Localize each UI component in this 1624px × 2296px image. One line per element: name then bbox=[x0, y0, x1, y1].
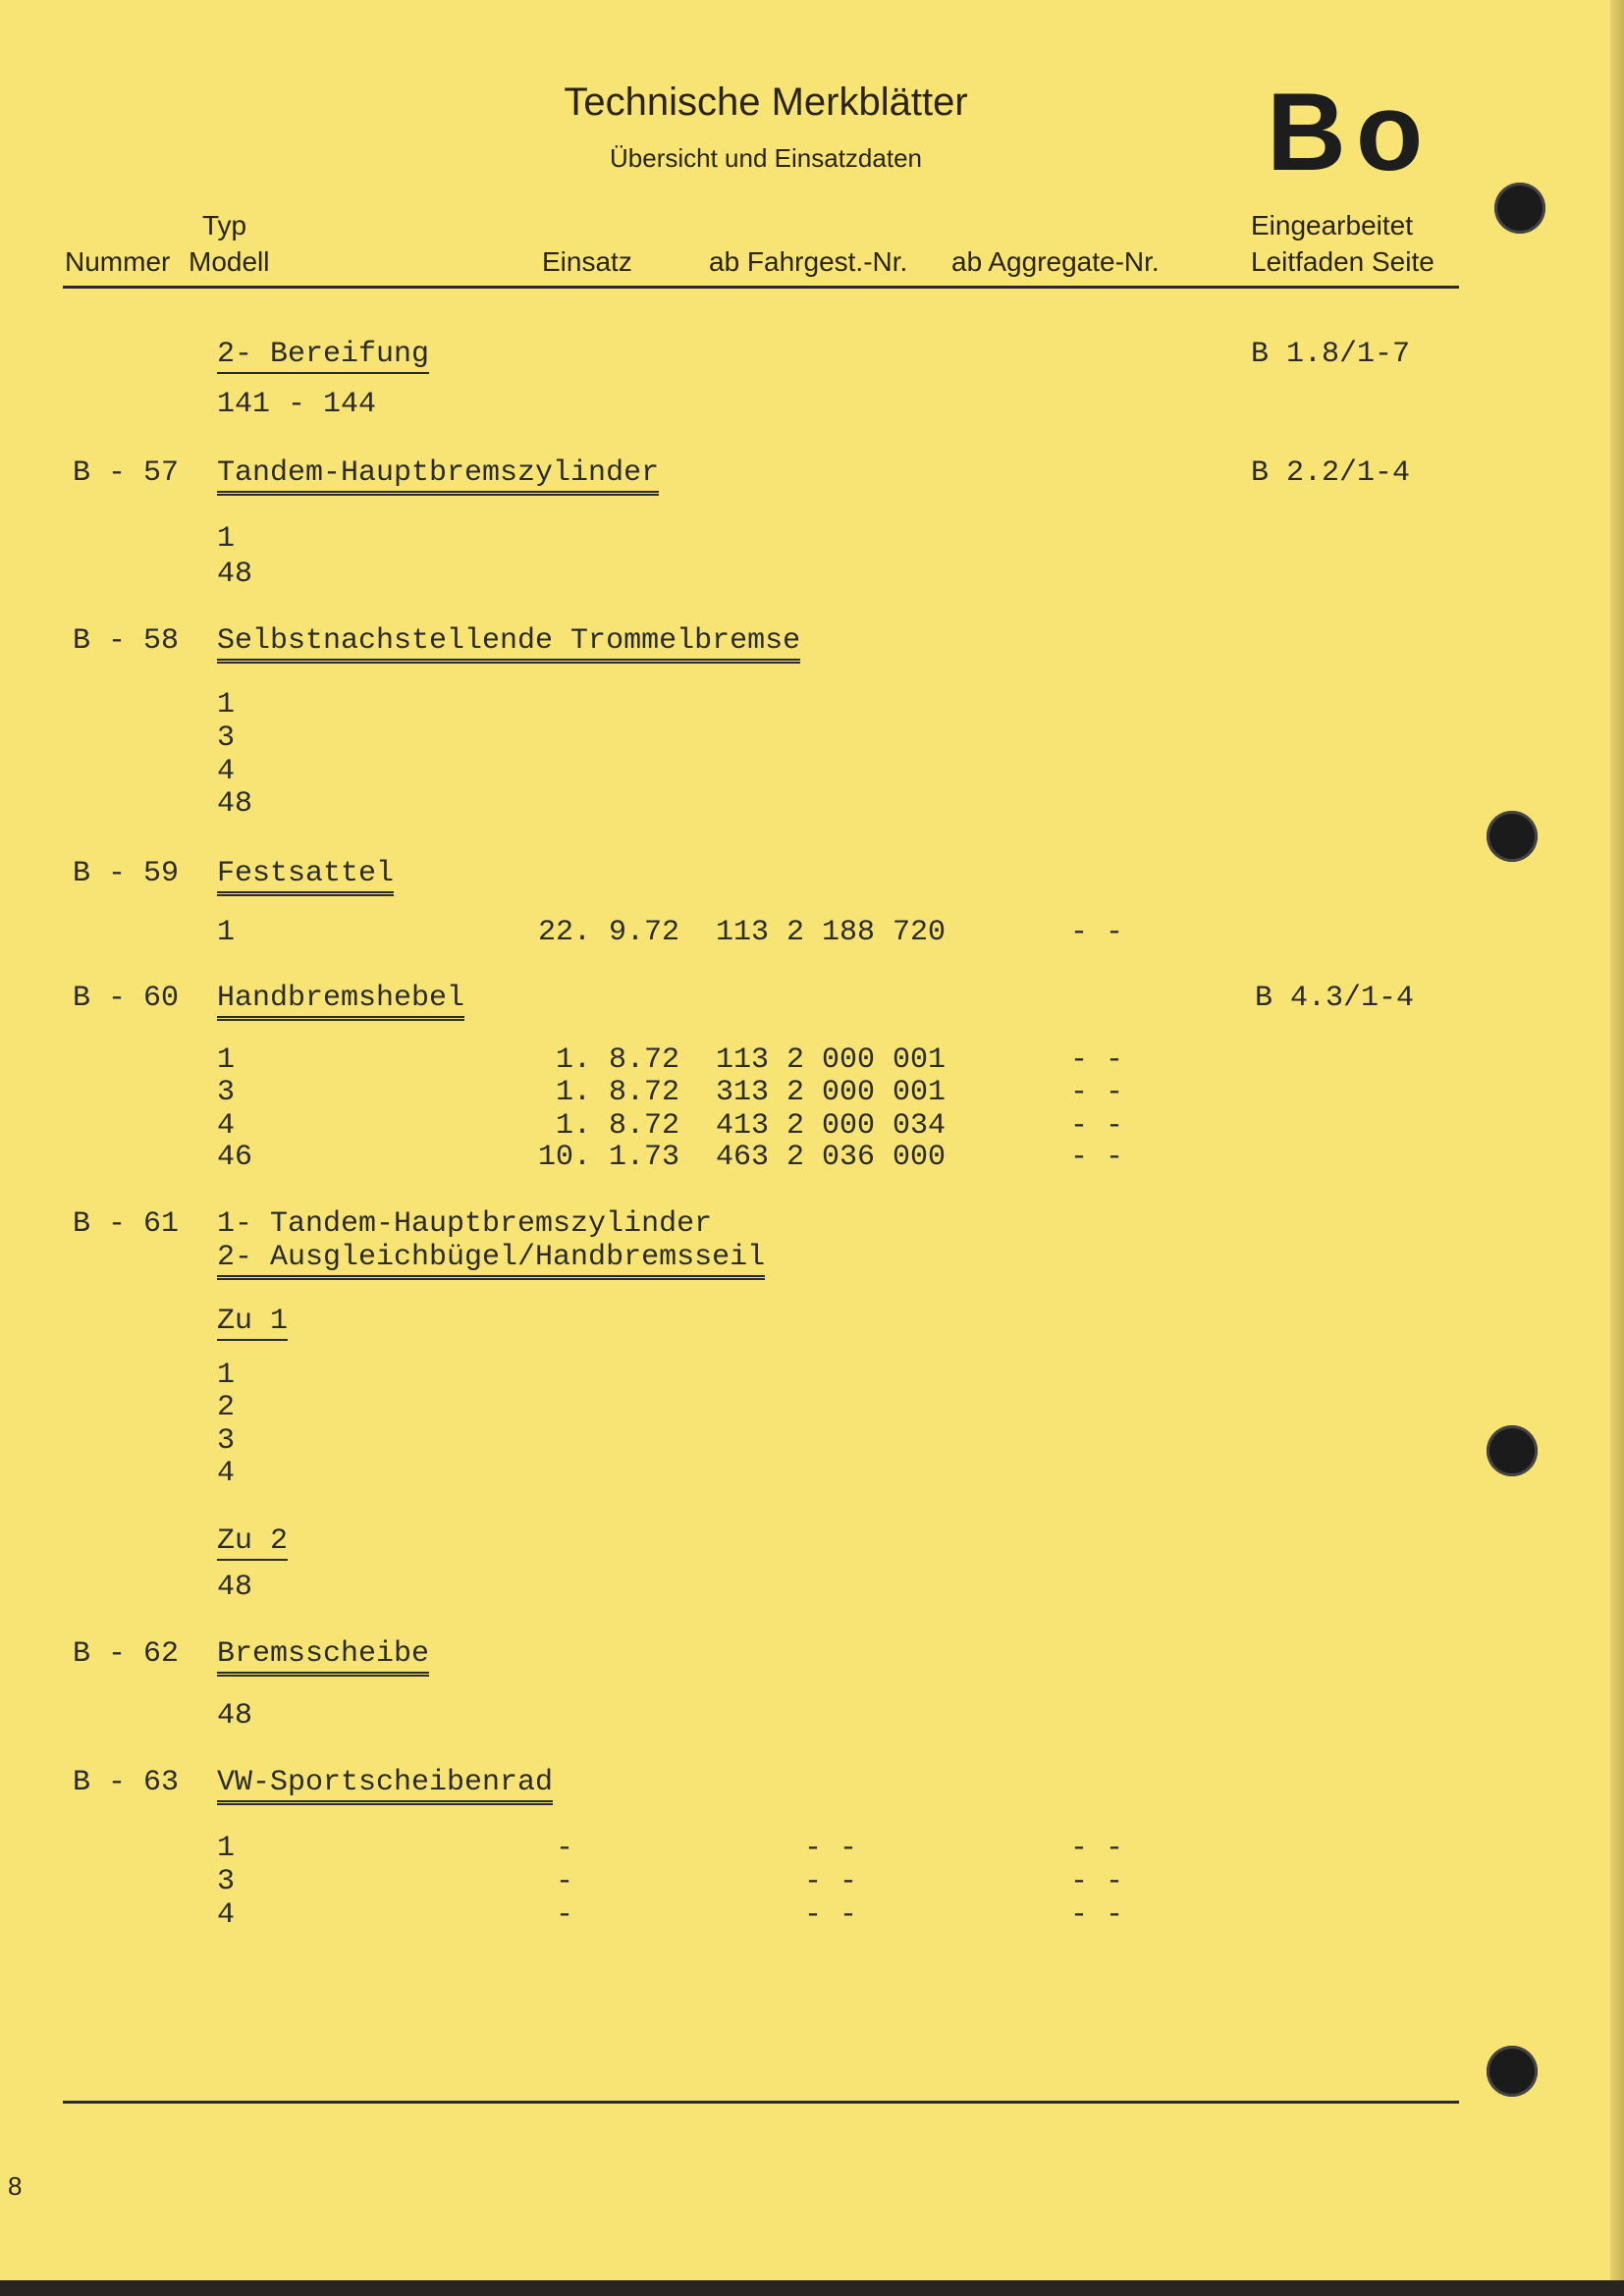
entry-title-line-1: 1- Tandem-Hauptbremszylinder bbox=[217, 1207, 713, 1241]
type-value: 48 bbox=[217, 558, 253, 591]
page-number: 8 bbox=[8, 2171, 23, 2201]
column-header-leitfaden: Leitfaden Seite bbox=[1251, 246, 1435, 277]
entry-title: Handbremshebel bbox=[217, 982, 464, 1015]
type-list: 141 - 144 bbox=[217, 388, 377, 421]
table-row-fahrgest: 413 2 000 034 bbox=[716, 1109, 947, 1143]
table-row-aggregate: - - bbox=[1070, 1043, 1124, 1077]
footer-rule bbox=[63, 2101, 1459, 2104]
entry-title: Tandem-Hauptbremszylinder bbox=[217, 456, 659, 490]
entry-title: 2- Bereifung bbox=[217, 338, 429, 371]
table-row-typ: 4 bbox=[217, 1898, 236, 1932]
table-row-aggregate: - - bbox=[1070, 1865, 1124, 1898]
table-row-einsatz: - bbox=[556, 1832, 574, 1865]
header-rule bbox=[63, 286, 1459, 289]
entry-title: Festsattel bbox=[217, 857, 394, 890]
entry-title: VW-Sportscheibenrad bbox=[217, 1766, 553, 1799]
section-code: Bo bbox=[1267, 71, 1434, 193]
table-row-fahrgest: 113 2 000 001 bbox=[716, 1043, 947, 1077]
punch-hole-4 bbox=[1487, 2046, 1538, 2097]
table-row-typ: 46 bbox=[217, 1141, 253, 1174]
table-row-aggregate: - - bbox=[1070, 1832, 1124, 1865]
punch-hole-1 bbox=[1494, 183, 1545, 234]
table-row-typ: 4 bbox=[217, 1109, 236, 1143]
table-row-einsatz: 1. 8.72 bbox=[556, 1076, 680, 1109]
page-edge-shadow bbox=[1610, 0, 1624, 2296]
entry-number: B - 57 bbox=[73, 456, 180, 490]
entry-title-line-2: 2- Ausgleichbügel/Handbremsseil bbox=[217, 1241, 765, 1274]
type-value: 48 bbox=[217, 1699, 253, 1733]
entry-number: B - 60 bbox=[73, 982, 180, 1015]
type-value: 2 bbox=[217, 1391, 236, 1424]
table-row-typ: 1 bbox=[217, 1832, 236, 1865]
sub-heading-zu-1: Zu 1 bbox=[217, 1305, 288, 1338]
entry-number: B - 59 bbox=[73, 857, 180, 890]
column-header-fahrgest: ab Fahrgest.-Nr. bbox=[709, 246, 908, 277]
entry-number: B - 62 bbox=[73, 1637, 180, 1671]
column-header-aggregate: ab Aggregate-Nr. bbox=[951, 246, 1160, 277]
table-row-fahrgest: - - bbox=[804, 1832, 858, 1865]
table-row-fahrgest: - - bbox=[804, 1865, 858, 1898]
scan-bottom-edge bbox=[0, 2280, 1624, 2296]
page-subtitle: Übersicht und Einsatzdaten bbox=[610, 143, 922, 173]
type-value: 3 bbox=[217, 1424, 236, 1458]
table-row-fahrgest: 113 2 188 720 bbox=[716, 916, 947, 949]
table-row-typ: 1 bbox=[217, 1043, 236, 1077]
table-row-einsatz: 1. 8.72 bbox=[556, 1109, 680, 1143]
column-header-einsatz: Einsatz bbox=[542, 246, 632, 277]
punch-hole-2 bbox=[1487, 811, 1538, 862]
table-row-aggregate: - - bbox=[1070, 1076, 1124, 1109]
column-header-nummer: Nummer bbox=[65, 246, 171, 277]
sub-heading-zu-2: Zu 2 bbox=[217, 1524, 288, 1558]
table-row-fahrgest: - - bbox=[804, 1898, 858, 1932]
column-header-eingearbeitet: Eingearbeitet bbox=[1251, 210, 1414, 240]
column-header-modell: Modell bbox=[189, 246, 270, 277]
type-value: 1 bbox=[217, 1359, 236, 1392]
type-value: 1 bbox=[217, 688, 236, 721]
entry-title: Bremsscheibe bbox=[217, 1637, 429, 1671]
column-header-typ: Typ bbox=[202, 210, 247, 240]
type-value: 4 bbox=[217, 755, 236, 788]
entry-number: B - 58 bbox=[73, 624, 180, 658]
table-row-einsatz: - bbox=[556, 1898, 574, 1932]
table-row-typ: 1 bbox=[217, 916, 236, 949]
entry-number: B - 61 bbox=[73, 1207, 180, 1241]
leitfaden-reference: B 2.2/1-4 bbox=[1251, 456, 1411, 490]
table-row-einsatz: 1. 8.72 bbox=[556, 1043, 680, 1077]
table-row-typ: 3 bbox=[217, 1865, 236, 1898]
table-row-aggregate: - - bbox=[1070, 916, 1124, 949]
type-value: 4 bbox=[217, 1457, 236, 1490]
type-value: 3 bbox=[217, 721, 236, 755]
leitfaden-reference: B 1.8/1-7 bbox=[1251, 338, 1411, 371]
table-row-fahrgest: 463 2 036 000 bbox=[716, 1141, 947, 1174]
table-row-typ: 3 bbox=[217, 1076, 236, 1109]
type-value: 48 bbox=[217, 787, 253, 821]
type-value: 48 bbox=[217, 1571, 253, 1604]
table-row-einsatz: 10. 1.73 bbox=[538, 1141, 680, 1174]
table-row-einsatz: - bbox=[556, 1865, 574, 1898]
type-value: 1 bbox=[217, 522, 236, 556]
page-title: Technische Merkblätter bbox=[564, 80, 968, 124]
table-row-aggregate: - - bbox=[1070, 1141, 1124, 1174]
punch-hole-3 bbox=[1487, 1425, 1538, 1476]
table-row-aggregate: - - bbox=[1070, 1898, 1124, 1932]
table-row-aggregate: - - bbox=[1070, 1109, 1124, 1143]
leitfaden-reference: B 4.3/1-4 bbox=[1255, 982, 1415, 1015]
table-row-fahrgest: 313 2 000 001 bbox=[716, 1076, 947, 1109]
table-row-einsatz: 22. 9.72 bbox=[538, 916, 680, 949]
entry-title: Selbstnachstellende Trommelbremse bbox=[217, 624, 800, 658]
entry-number: B - 63 bbox=[73, 1766, 180, 1799]
